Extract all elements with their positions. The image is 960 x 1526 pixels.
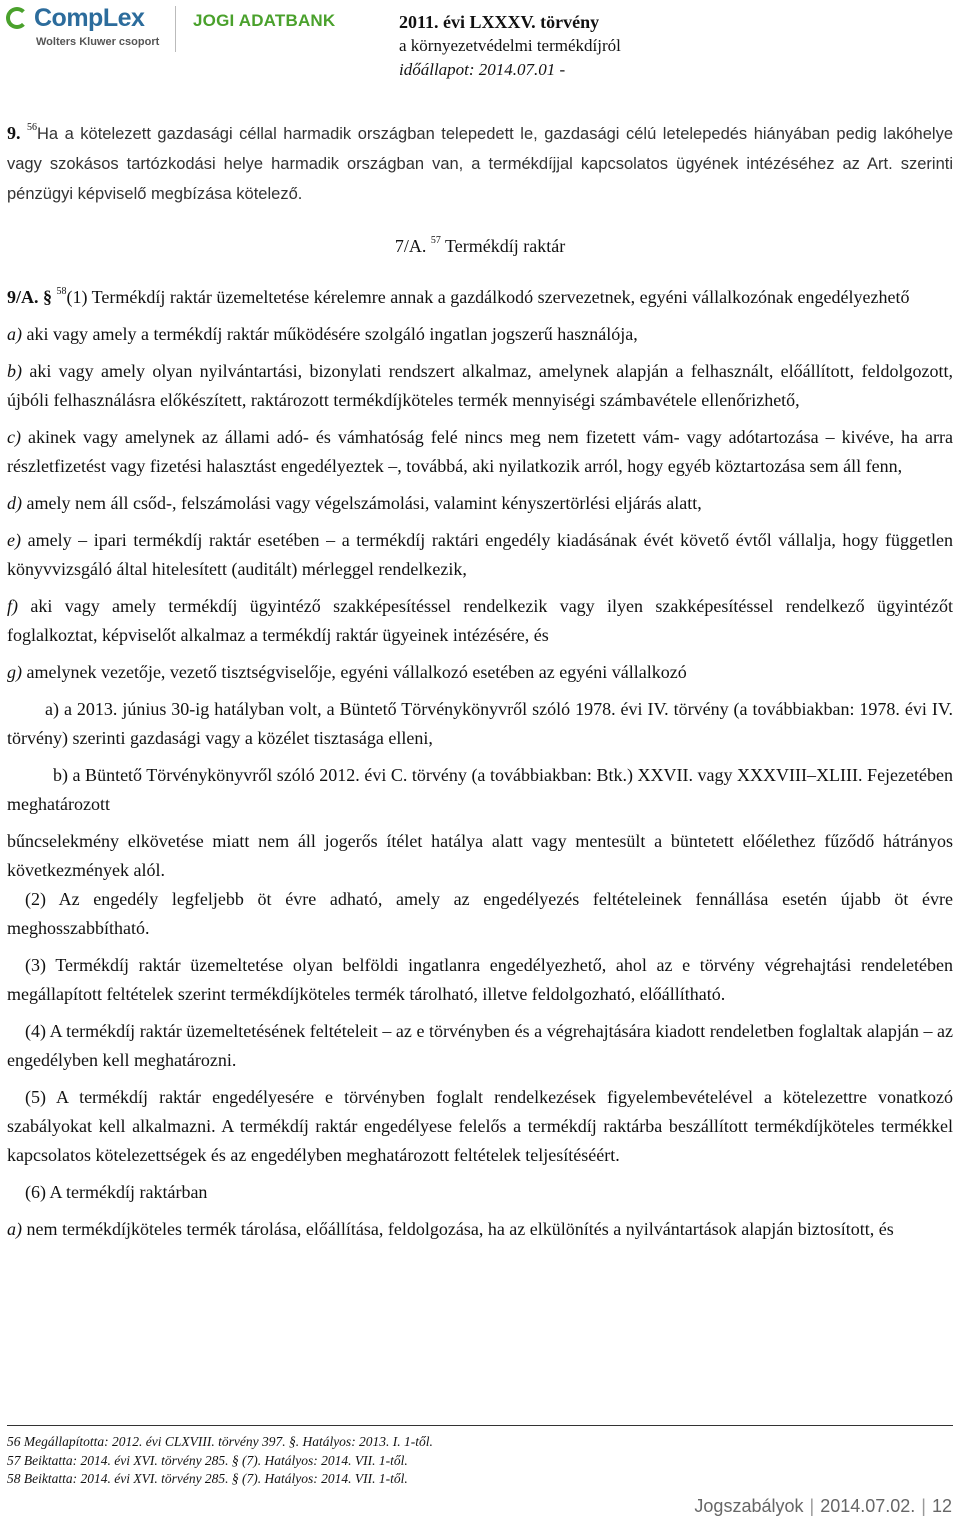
paragraph-9a-6	[7, 1178, 953, 1207]
footnote-divider	[7, 1425, 953, 1426]
page-number: 12	[931, 1496, 952, 1516]
point-d	[7, 489, 953, 518]
point-text: akinek vagy amelynek az állami adó- és vámhatóság felé nincs meg nem fizetett vám- vagy adótartozása – kivéve, ha arra részletfizetést vagy fizetési halasztást engedélyeztek –, továbbá, aki nyilatkozik arról, hogy egyéb köztartozása sem áll fenn,	[7, 427, 954, 476]
paragraph-9a-3	[7, 951, 953, 1009]
header-divider	[175, 6, 176, 52]
page-header	[0, 0, 960, 92]
section-number: 7/A.	[394, 236, 427, 256]
paragraph-9a-4	[7, 1017, 953, 1075]
footnote-58: 58 Beiktatta: 2014. évi XVI. törvény 285. § (7). Hatályos: 2014. VII. 1-től.	[7, 1471, 408, 1486]
point-text: amely nem áll csőd-, felszámolási vagy végelszámolási, valamint kényszertörlési eljárás alatt,	[26, 493, 702, 513]
point-label: a)	[7, 1219, 22, 1239]
paragraph-text: (2) Az engedély legfeljebb öt évre adható, amely az engedélyezés feltételeinek fennállása esetén újabb öt évre meghosszabbítható.	[7, 889, 953, 938]
paragraph-text: (6) A termékdíj raktárban	[25, 1182, 208, 1202]
page-footer: Jogszabályok | 2014.07.02. | 12	[694, 1496, 952, 1516]
footnote-ref[interactable]: 57	[430, 235, 441, 246]
point-g-tail	[7, 827, 953, 885]
point-g-b	[7, 761, 953, 819]
paragraph-text: bűncselekmény elkövetése miatt nem áll jogerős ítélet hatálya alatt vagy mentesült a büntetett előélethez fűződő hátrányos következmények alól.	[7, 831, 953, 880]
point-label: c)	[7, 427, 21, 447]
document-body	[7, 119, 953, 1244]
footnotes	[7, 1433, 433, 1489]
point-6-a	[7, 1215, 953, 1244]
point-label: a)	[7, 324, 22, 344]
point-f	[7, 592, 953, 650]
complex-logo-name: CompLex	[34, 4, 145, 32]
subpoint-text: a) a 2013. június 30-ig hatályban volt, a Büntető Törvénykönyvről szóló 1978. évi IV. törvény (a továbbiakban: 1978. évi IV. törvény) szerinti gazdasági vagy a közélet tisztasága elleni,	[7, 699, 953, 748]
footer-date: 2014.07.02.	[820, 1496, 916, 1516]
point-text: amelynek vezetője, vezető tisztségviselője, egyéni vállalkozó esetében az egyéni vállalkozó	[26, 662, 687, 682]
paragraph-number: 9.	[7, 123, 21, 143]
point-text: amely – ipari termékdíj raktár esetében – a termékdíj raktári engedély kiadásának évét követő évtől vállalja, hogy független könyvvizsgáló által hitelesített (auditált) mérleggel rendelkezik,	[7, 530, 953, 579]
section-heading	[7, 232, 953, 261]
point-g-a	[7, 695, 953, 753]
complex-ring-icon	[6, 7, 28, 29]
point-text: nem termékdíjköteles termék tárolása, előállítása, feldolgozása, ha az elkülönítés a nyilvántartások alapján biztosított, és	[26, 1219, 894, 1239]
section-title: Termékdíj raktár	[445, 236, 566, 256]
point-label: b)	[7, 361, 22, 381]
point-a	[7, 320, 953, 349]
law-subject: a környezetvédelmi termékdíjról	[399, 36, 621, 55]
paragraph-9a-2	[7, 885, 953, 943]
footnote-56: 56 Megállapította: 2012. évi CLXVIII. törvény 397. §. Hatályos: 2013. I. 1-től.	[7, 1434, 433, 1449]
footer-source: Jogszabályok	[694, 1496, 804, 1516]
paragraph-9a-5	[7, 1083, 953, 1170]
paragraph-number: 9/A. §	[7, 287, 52, 307]
point-c	[7, 423, 953, 481]
point-g	[7, 658, 953, 687]
point-text: aki vagy amely termékdíj ügyintéző szakképesítéssel rendelkezik vagy ilyen szakképesítéssel rendelkező ügyintézőt foglalkoztat, képviselőt alkalmaz a termékdíj raktár ügyeinek intézésére, és	[7, 596, 953, 645]
complex-logo-subtitle: Wolters Kluwer csoport	[36, 36, 160, 48]
version-date: időállapot: 2014.07.01 -	[399, 60, 566, 79]
point-label: g)	[7, 662, 22, 682]
paragraph-text: (4) A termékdíj raktár üzemeltetésének feltételeit – az e törvényben és a végrehajtására kiadott rendeletben foglaltak alapján – az engedélyben kell meghatározni.	[7, 1021, 953, 1070]
point-b	[7, 357, 953, 415]
subpoint-text: b) a Büntető Törvénykönyvről szóló 2012. évi C. törvény (a továbbiakban: Btk.) XXVII. vagy XXXVIII–XLIII. Fejezetében meghatározott	[7, 765, 953, 814]
paragraph-text: (3) Termékdíj raktár üzemeltetése olyan belföldi ingatlanra engedélyezhető, ahol az e törvény végrehajtási rendeletében megállapított feltételek szerint termékdíjköteles termék tárolható, illetve feldolgozható, előállítható.	[7, 955, 953, 1004]
point-label: e)	[7, 530, 21, 550]
paragraph-text: Ha a kötelezett gazdasági céllal harmadik országban telepedett le, gazdasági célú letelepedés hiányában pedig lakóhelye vagy szokásos tartózkodási helye harmadik országban van, a termékdíjjal kapcsolatos ügyének intézéséhez az Art. szerinti pénzügyi képviselő megbízása kötelező.	[7, 125, 953, 203]
point-label: d)	[7, 493, 22, 513]
point-text: aki vagy amely a termékdíj raktár működésére szolgáló ingatlan jogszerű használója,	[26, 324, 638, 344]
point-e	[7, 526, 953, 584]
footnote-ref[interactable]: 58	[56, 286, 67, 297]
paragraph-text: (1) Termékdíj raktár üzemeltetése kérelemre annak a gazdálkodó szervezetnek, egyéni vállalkozónak engedélyezhető	[66, 287, 910, 307]
point-text: aki vagy amely olyan nyilvántartási, bizonylati rendszert alkalmaz, amelynek alapján a felhasznált, előállított, feldolgozott, újbóli felhasználásra előkészített, raktározott termékdíjköteles termék mennyiségi számbavétele ellenőrizhető,	[7, 361, 953, 410]
law-title: 2011. évi LXXXV. törvény	[399, 12, 600, 32]
complex-logo	[6, 4, 171, 52]
footnote-57: 57 Beiktatta: 2014. évi XVI. törvény 285. § (7). Hatályos: 2014. VII. 1-től.	[7, 1452, 408, 1468]
footnote-ref[interactable]: 56	[26, 122, 37, 133]
jogi-adatbank-logo: JOGI ADATBANK	[193, 11, 336, 30]
document-info	[399, 10, 621, 82]
paragraph-text: (5) A termékdíj raktár engedélyesére e törvényben foglalt rendelkezések figyelembevételével a kötelezettre vonatkozó szabályokat kell alkalmazni. A termékdíj raktár engedélyese felelős a termékdíj raktárba beszállított termékdíjköteles termékkel kapcsolatos kötelezettségek és az engedélyben meghatározott feltételek teljesítéséért.	[7, 1087, 953, 1165]
paragraph-9a-1	[7, 283, 953, 312]
point-label: f)	[7, 596, 18, 616]
paragraph-9	[7, 119, 953, 209]
